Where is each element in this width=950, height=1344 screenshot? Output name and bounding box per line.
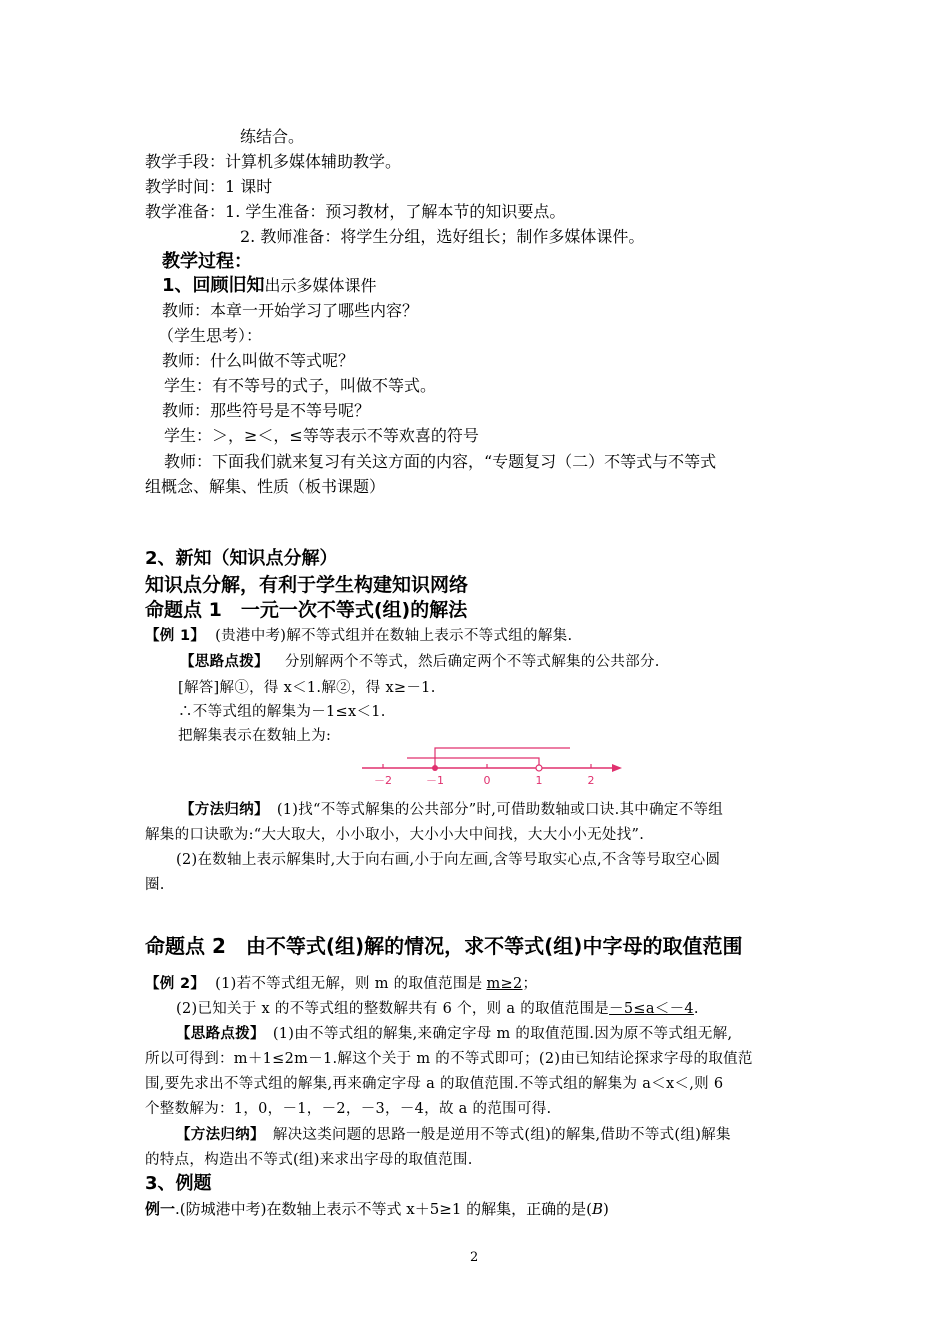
prep-student: 1. 学生准备：预习教材，了解本节的知识要点。 — [225, 202, 566, 221]
prep-line-1 — [145, 201, 565, 223]
section3-example-answer: B — [592, 1200, 604, 1218]
teaching-means-value: 计算机多媒体辅助教学。 — [225, 152, 402, 171]
point1-title: 命题点 1 一元一次不等式(组)的解法 — [145, 599, 468, 621]
ray-left-from-hollow — [407, 758, 539, 766]
section1-title: 1、回顾旧知 — [162, 275, 265, 296]
example2-hint-tag: 【思路点拨】 — [176, 1026, 265, 1042]
example2-hint-line-1 — [176, 1023, 732, 1045]
example2-q2: (2)已知关于 x 的不等式组的整数解共有 6 个，则 a 的取值范围是 — [176, 1001, 610, 1017]
point2-title: 命题点 2 由不等式(组)解的情况，求不等式(组)中字母的取值范围 — [145, 934, 743, 958]
example2-q1-end: ； — [522, 976, 538, 992]
section3-example-text: .(防城港中考)在数轴上表示不等式 x＋5≥1 的解集，正确的是( — [175, 1200, 592, 1218]
teaching-method-continued: 练结合。 — [240, 127, 305, 146]
example2-a2: －5≤a＜－4 — [609, 1001, 694, 1017]
section3-example-tag: 例一 — [145, 1200, 176, 1218]
prep-label: 教学准备： — [145, 202, 226, 221]
method2-text-2: 的特点，构造出不等式(组)来求出字母的取值范围. — [145, 1152, 473, 1168]
section2-subtitle: 知识点分解，有利于学生构建知识网络 — [145, 574, 469, 596]
example1-line — [145, 625, 572, 647]
section3-example-end: ) — [603, 1200, 609, 1218]
teaching-means-label: 教学手段： — [145, 152, 226, 171]
example1-solution-1: [解答]解①，得 x＜1.解②，得 x≥－1. — [178, 680, 436, 696]
method1-text-1: (1)找“不等式解集的公共部分”时,可借助数轴或口诀.其中确定不等组 — [276, 802, 724, 818]
dialog-line: （学生思考）： — [158, 326, 263, 345]
process-heading: 教学过程： — [162, 251, 252, 272]
example1-hint-line — [180, 651, 660, 673]
teaching-means-line — [145, 151, 401, 173]
method1-text-2: 解集的口诀歌为:“大大取大，小小取小，大小小大中间找，大大小小无处找”. — [145, 827, 645, 843]
method2-tag: 【方法归纳】 — [176, 1127, 265, 1143]
example1-solution-3: 把解集表示在数轴上为: — [178, 728, 332, 744]
example1-hint-tag: 【思路点拨】 — [180, 654, 269, 670]
number-line-figure — [360, 742, 630, 792]
dialog-line: 教师：什么叫做不等式呢？ — [162, 351, 355, 370]
ray-right-from-solid — [435, 748, 570, 766]
example1-solution-2: ∴不等式组的解集为－1≤x＜1. — [178, 704, 386, 720]
dialog-line: 教师：本章一开始学习了哪些内容？ — [162, 301, 419, 320]
tick-label: 2 — [587, 774, 595, 787]
example2-hint-1: (1)由不等式组的解集,来确定字母 m 的取值范围.因为原不等式组无解, — [272, 1026, 733, 1042]
example2-hint-4: 个整数解为：1，0，－1，－2，－3，－4，故 a 的范围可得. — [145, 1101, 552, 1117]
dialog-line: 学生：＞，≥＜，≤等等表示不等欢喜的符号 — [164, 426, 479, 445]
example2-hint-2: 所以可得到：m＋1≤2m－1.解这个关于 m 的不等式即可；(2)由已知结论探求字母的取值范 — [145, 1051, 753, 1067]
teaching-time-line — [145, 176, 272, 198]
section1-tail: 出示多媒体课件 — [264, 276, 377, 295]
tick-label: 0 — [483, 774, 491, 787]
method1-text-4: 圈. — [145, 877, 165, 893]
method1-tag: 【方法归纳】 — [180, 802, 269, 818]
method2-text-1: 解决这类问题的思路一般是逆用不等式(组)的解集,借助不等式(组)解集 — [272, 1127, 731, 1143]
dialog-line: 组概念、解集、性质（板书课题） — [145, 477, 386, 496]
example1-tag: 【例 1】 — [145, 628, 206, 644]
example1-hint: 分别解两个不等式，然后确定两个不等式解集的公共部分. — [284, 654, 660, 670]
method2-line-1 — [176, 1124, 731, 1146]
tick-label: 1 — [535, 774, 543, 787]
dialog-line: 教师：那些符号是不等号呢？ — [162, 401, 371, 420]
solid-point — [432, 765, 438, 771]
method1-text-3: (2)在数轴上表示解集时,大于向右画,小于向左画,含等号取实心点,不含等号取空心圆 — [176, 852, 721, 868]
example2-q2-end: . — [693, 1001, 699, 1017]
example2-q1: (1)若不等式组无解，则 m 的取值范围是 — [215, 976, 483, 992]
teaching-time-value: 1 课时 — [225, 177, 273, 196]
section2-title: 2、新知（知识点分解） — [145, 548, 338, 569]
tick-label: －2 — [374, 774, 392, 787]
example2-hint-3: 围,要先求出不等式组的解集,再来确定字母 a 的取值范围.不等式组的解集为 a＜x＜,则 6 — [145, 1076, 724, 1092]
example2-line-1 — [145, 973, 537, 995]
prep-teacher: 2. 教师准备：将学生分组，选好组长；制作多媒体课件。 — [240, 227, 645, 246]
dialog-line: 教师：下面我们就来复习有关这方面的内容，“专题复习（二）不等式与不等式 — [164, 452, 717, 471]
teaching-time-label: 教学时间： — [145, 177, 226, 196]
hollow-point — [536, 765, 542, 771]
section1-line — [162, 275, 377, 297]
page-number: 2 — [470, 1250, 479, 1265]
section3-title: 3、例题 — [145, 1173, 212, 1194]
tick-label: －1 — [426, 774, 444, 787]
example2-tag: 【例 2】 — [145, 976, 206, 992]
section3-example-line — [145, 1198, 609, 1220]
axis-arrow — [612, 764, 622, 772]
method1-line-1 — [180, 799, 723, 821]
example2-line-2 — [176, 998, 699, 1020]
example1-text: (贵港中考)解不等式组并在数轴上表示不等式组的解集. — [215, 628, 573, 644]
example2-a1: m≥2 — [486, 976, 523, 992]
dialog-line: 学生：有不等号的式子，叫做不等式。 — [164, 376, 437, 395]
